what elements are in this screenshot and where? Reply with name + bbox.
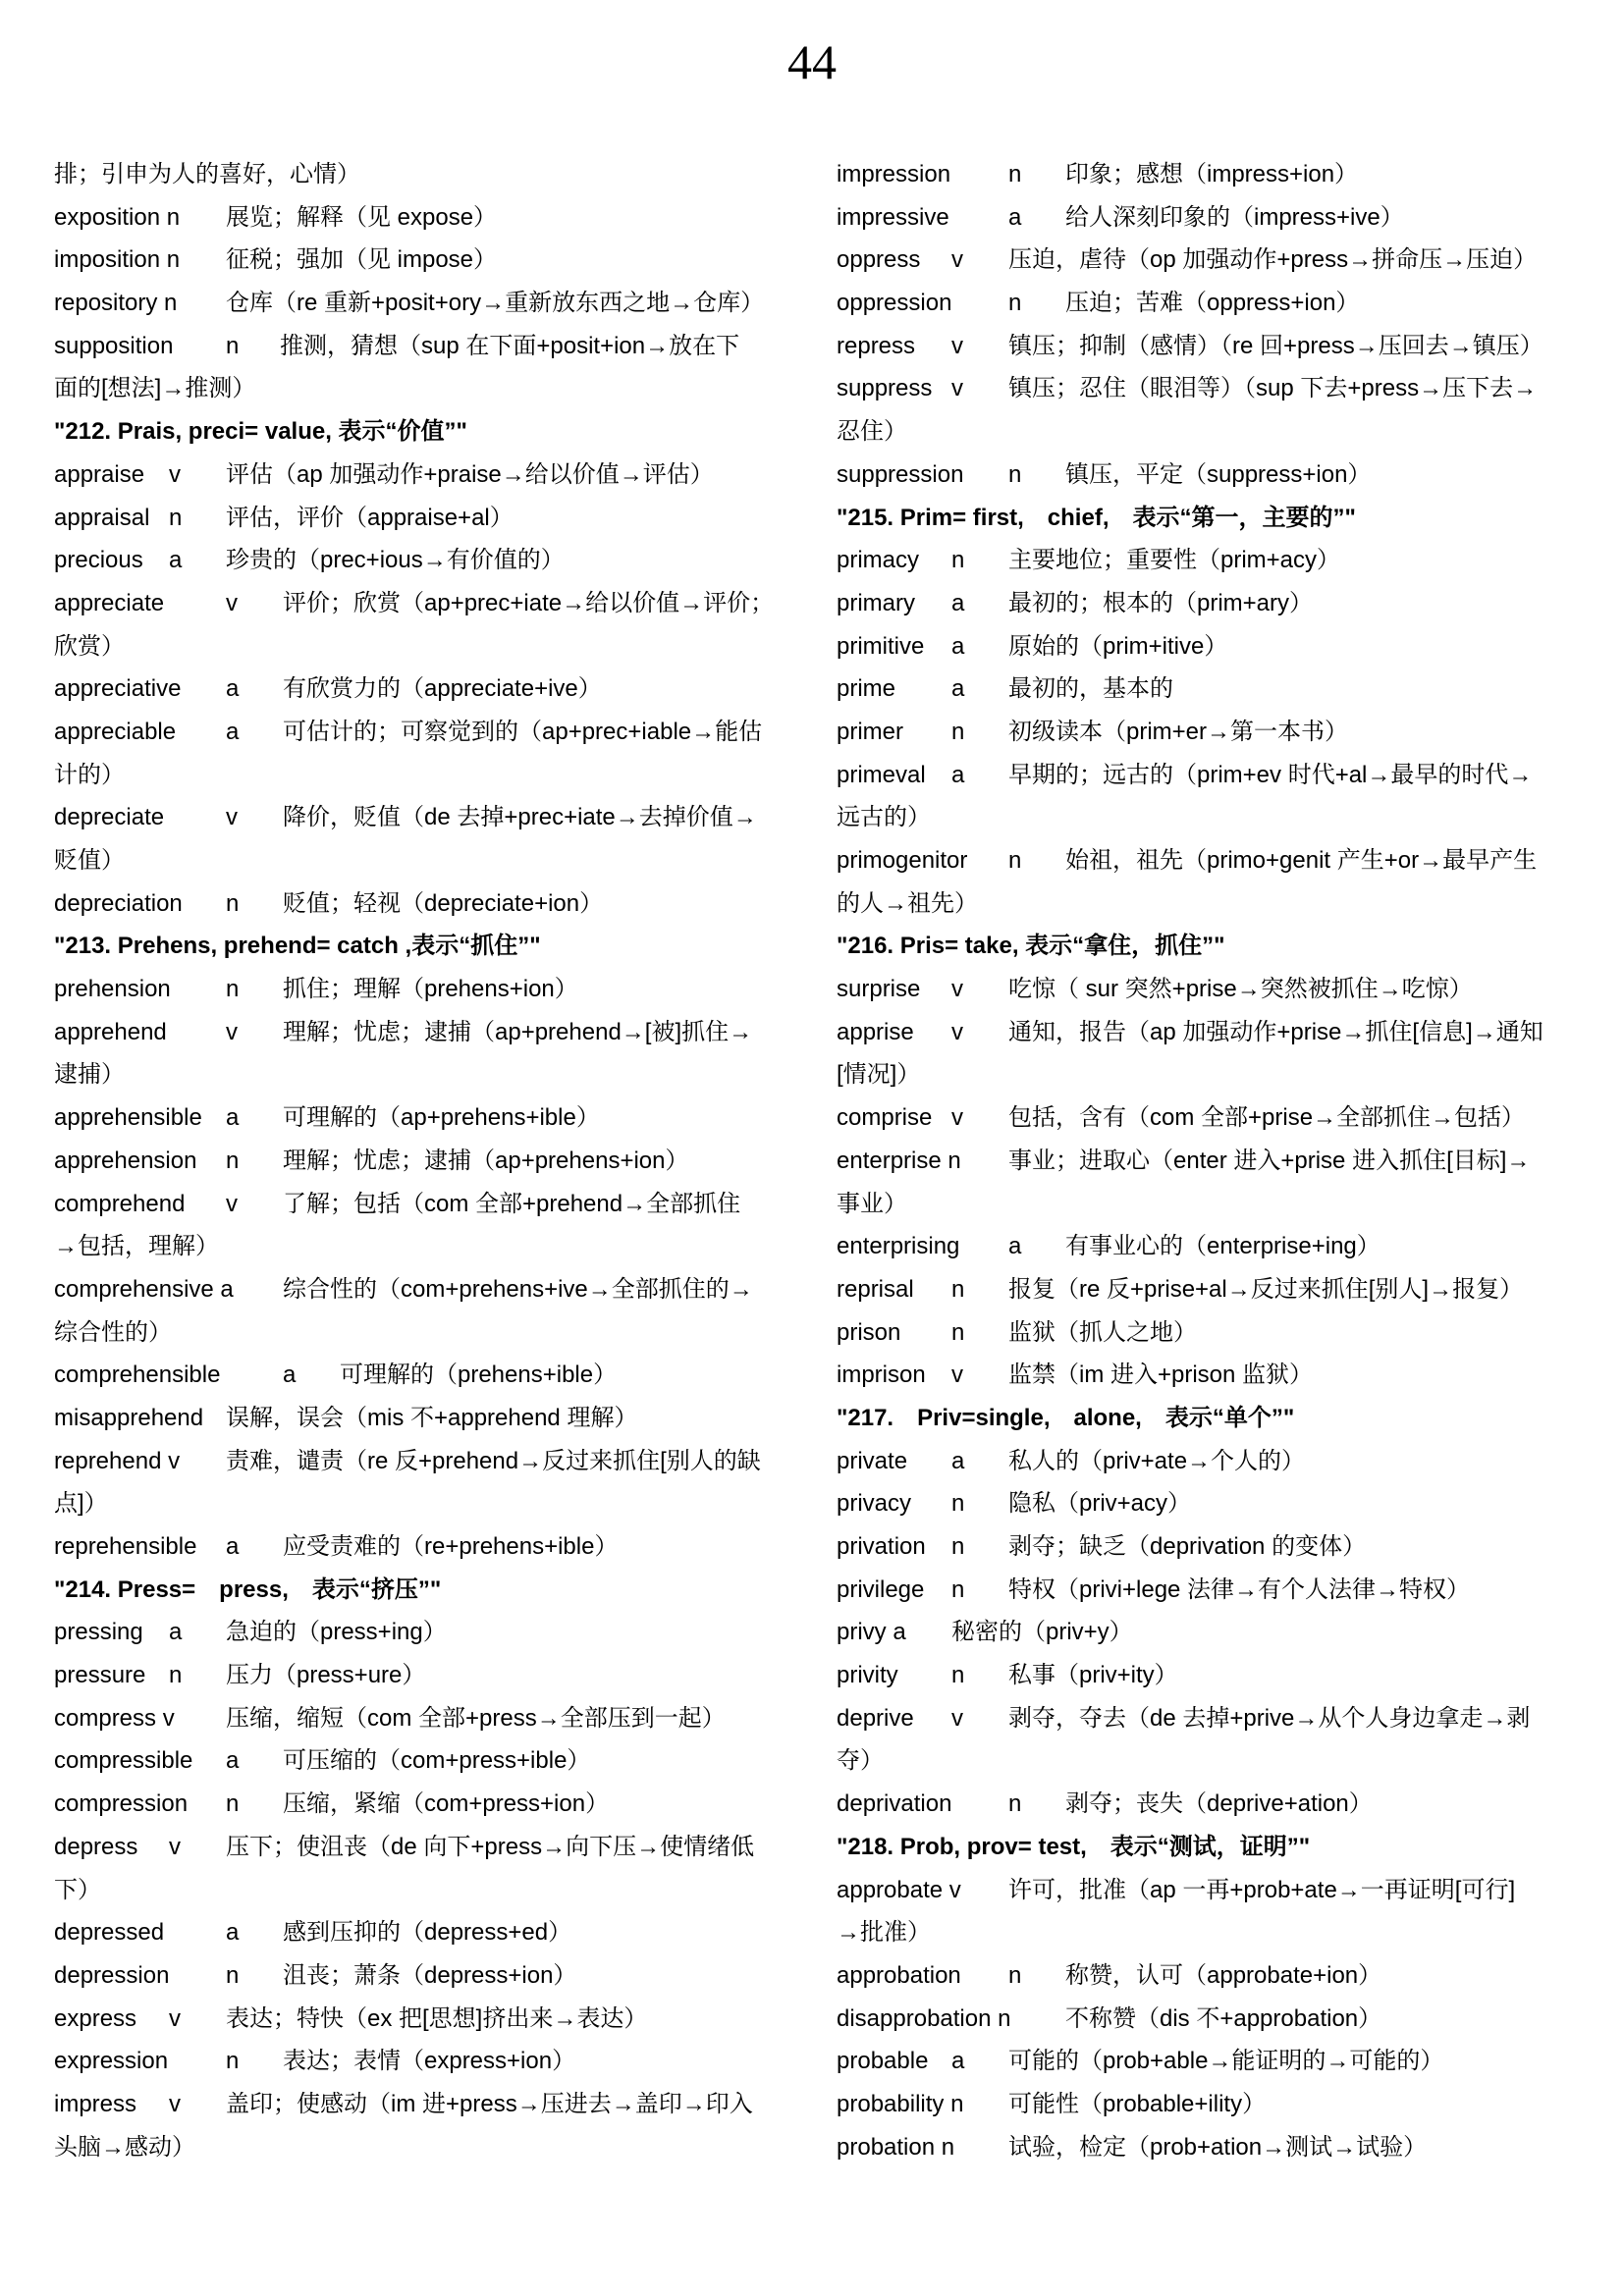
dictionary-entry [54, 1998, 781, 2041]
entry-part-of-speech: n [951, 1662, 965, 1689]
entry-part-of-speech: n [951, 718, 965, 745]
entry-continuation: 贬值） [54, 847, 125, 874]
entry-part-of-speech: a [951, 675, 965, 703]
dictionary-entry [837, 1311, 1563, 1355]
dictionary-entry [837, 1697, 1563, 1740]
dictionary-entry [54, 2083, 781, 2126]
entry-word: depression [54, 1961, 170, 1989]
entry-definition: 误解，误会（mis 不+apprehend 理解） [226, 1404, 638, 1431]
dictionary-entry [837, 711, 1563, 754]
entry-part-of-speech: v [951, 1018, 963, 1045]
entry-definition: 评估（ap 加强动作+praise→给以价值→评估） [226, 460, 714, 488]
entry-part-of-speech: a [226, 1747, 240, 1775]
entry-definition: 可能性（probable+ility） [1008, 2090, 1267, 2117]
entry-definition: 有事业心的（enterprise+ing） [1065, 1233, 1380, 1260]
entry-part-of-speech: n [951, 1490, 965, 1518]
entry-definition: 镇压；抑制（感情）（re 回+press→压回去→镇压） [1008, 332, 1543, 359]
section-heading: "212. Prais, preci= value, 表示“价值”" [54, 418, 467, 446]
entry-definition: 可能的（prob+able→能证明的→可能的） [1008, 2048, 1444, 2075]
dictionary-entry [837, 1268, 1563, 1311]
entry-part-of-speech: a [169, 1619, 183, 1646]
entry-continuation: 远古的） [837, 804, 931, 831]
entry-definition: 印象；感想（impress+ion） [1065, 161, 1359, 187]
entry-continuation: →批准） [837, 1919, 931, 1947]
entry-part-of-speech: n [951, 1275, 965, 1303]
entry-continuation: 的人→祖先） [837, 889, 978, 917]
entry-definition: 贬值；轻视（depreciate+ion） [283, 889, 604, 917]
entry-word: pressure [54, 1662, 146, 1689]
entry-part-of-speech: n [1008, 460, 1022, 488]
entry-word: enterprise n [837, 1147, 961, 1174]
dictionary-entry [837, 1225, 1563, 1268]
entry-definition: 主要地位；重要性（prim+acy） [1008, 547, 1341, 574]
entry-definition: 展览；解释（见 expose） [226, 203, 498, 231]
dictionary-entry [54, 1268, 781, 1311]
entry-definition: 降价，贬值（de 去掉+prec+iate→去掉价值→ [283, 804, 757, 831]
entry-word: probable [837, 2048, 929, 2075]
entry-definition: 报复（re 反+prise+al→反过来抓住[别人]→报复） [1008, 1275, 1524, 1303]
entry-definition: 评估，评价（appraise+al） [226, 504, 514, 531]
entry-definition: 了解；包括（com 全部+prehend→全部抓住 [283, 1190, 741, 1217]
right-column [837, 153, 1563, 2168]
entry-definition: 可压缩的（com+press+ible） [283, 1747, 591, 1775]
entry-word: primitive [837, 632, 925, 660]
dictionary-entry [837, 239, 1563, 282]
entry-word: appreciate [54, 589, 165, 616]
entry-word: prime [837, 675, 896, 703]
dictionary-entry [54, 1611, 781, 1654]
entry-word: imprison [837, 1362, 926, 1389]
dictionary-entry [54, 497, 781, 540]
entry-part-of-speech: v [226, 1190, 238, 1217]
entry-continuation: 下） [54, 1876, 101, 1903]
entry-definition: 初级读本（prim+er→第一本书） [1008, 718, 1349, 745]
entry-word: depressed [54, 1919, 165, 1947]
entry-continuation: 夺） [837, 1747, 884, 1775]
entry-continuation: 综合性的） [54, 1318, 172, 1346]
dictionary-entry [837, 1354, 1563, 1397]
entry-word: privity [837, 1662, 898, 1689]
entry-definition: 沮丧；萧条（depress+ion） [283, 1961, 577, 1989]
section-heading: "218. Prob, prov= test, 表示“测试，证明”" [837, 1833, 1311, 1860]
entry-definition: 秘密的（priv+y） [951, 1619, 1133, 1646]
entry-definition: 压迫；苦难（oppress+ion） [1065, 290, 1360, 317]
entry-definition: 压力（press+ure） [226, 1662, 426, 1689]
entry-definition: 征税；强加（见 impose） [226, 246, 498, 274]
entry-definition: 私事（priv+ity） [1008, 1662, 1178, 1689]
dictionary-entry [837, 1954, 1563, 1998]
entry-word: deprivation [837, 1790, 952, 1818]
entry-part-of-speech: a [226, 1533, 240, 1560]
dictionary-entry [837, 1869, 1563, 1912]
entry-part-of-speech: a [169, 547, 183, 574]
dictionary-entry [837, 325, 1563, 368]
dictionary-entry [54, 882, 781, 926]
entry-part-of-speech: a [951, 1447, 965, 1474]
entry-word: probability n [837, 2090, 964, 2117]
entry-definition: 最初的；根本的（prim+ary） [1008, 589, 1314, 616]
entry-definition: 盖印；使感动（im 进+press→压进去→盖印→印入 [226, 2090, 753, 2117]
dictionary-entry [54, 1654, 781, 1697]
dictionary-entry [837, 839, 1563, 882]
entry-word: approbate v [837, 1876, 961, 1903]
dictionary-entry [837, 968, 1563, 1011]
entry-word: apprehension [54, 1147, 197, 1174]
entry-part-of-speech: n [1008, 1790, 1022, 1818]
entry-part-of-speech: n [226, 1961, 240, 1989]
entry-definition: 特权（privi+lege 法律→有个人法律→特权） [1008, 1575, 1471, 1603]
entry-word: privilege [837, 1575, 925, 1603]
entry-definition: 吃惊（ sur 突然+prise→突然被抓住→吃惊） [1008, 976, 1473, 1003]
entry-continuation: 头脑→感动） [54, 2133, 195, 2161]
dictionary-entry [54, 1354, 781, 1397]
entry-part-of-speech: a [226, 1104, 240, 1132]
entry-word: suppression [837, 460, 964, 488]
dictionary-entry [837, 754, 1563, 797]
entry-definition: 表达；特快（ex 把[思想]挤出来→表达） [226, 2004, 648, 2032]
entry-word: oppress [837, 246, 921, 274]
entry-word: primary [837, 589, 916, 616]
entry-part-of-speech: v [169, 2090, 181, 2117]
dictionary-entry [54, 2040, 781, 2083]
dictionary-entry [837, 153, 1563, 196]
entry-part-of-speech: n [951, 1318, 965, 1346]
entry-word: compress v [54, 1704, 175, 1732]
entry-part-of-speech: n [1008, 290, 1022, 317]
entry-definition: 仓库（re 重新+posit+ory→重新放东西之地→仓库） [226, 290, 765, 317]
entry-word: primer [837, 718, 904, 745]
entry-definition: 压下；使沮丧（de 向下+press→向下压→使情绪低 [226, 1833, 755, 1860]
entry-word: repository n [54, 290, 178, 317]
entry-part-of-speech: n [1008, 1961, 1022, 1989]
entry-part-of-speech: n [226, 889, 240, 917]
entry-continuation: →包括，理解） [54, 1233, 219, 1260]
dictionary-entry [54, 1911, 781, 1954]
entry-word: depreciate [54, 804, 165, 831]
entry-word: primeval [837, 761, 926, 788]
entry-word: impressive [837, 203, 949, 231]
dictionary-entry [837, 2083, 1563, 2126]
dictionary-entry [54, 282, 781, 325]
dictionary-entry [837, 582, 1563, 625]
entry-word: primogenitor [837, 847, 968, 874]
dictionary-entry [837, 282, 1563, 325]
entry-part-of-speech: v [951, 976, 963, 1003]
entry-word: reprisal [837, 1275, 914, 1303]
section-heading: "213. Prehens, prehend= catch ,表示“抓住”" [54, 933, 541, 960]
dictionary-entry [54, 582, 781, 625]
entry-definition: 压缩，紧缩（com+press+ion） [283, 1790, 610, 1818]
entry-word: pressing [54, 1619, 143, 1646]
entry-definition: 原始的（prim+itive） [1008, 632, 1228, 660]
entry-definition: 隐私（priv+acy） [1008, 1490, 1192, 1518]
dictionary-entry [837, 2126, 1563, 2169]
page-number: 44 [787, 34, 837, 89]
entry-part-of-speech: a [226, 1919, 240, 1947]
entry-definition: 评价；欣赏（ap+prec+iate→给以价值→评价； [283, 589, 775, 616]
entry-definition: 剥夺；丧失（deprive+ation） [1065, 1790, 1373, 1818]
dictionary-entry [54, 1397, 781, 1440]
entry-word: compression [54, 1790, 189, 1818]
entry-definition: 可理解的（prehens+ible） [340, 1362, 618, 1389]
dictionary-entry [54, 325, 781, 368]
section-heading: "217. Priv=single, alone, 表示“单个”" [837, 1404, 1295, 1431]
entry-continuation: 面的[想法]→推测） [54, 375, 256, 402]
entry-part-of-speech: n [951, 547, 965, 574]
entry-word: probation n [837, 2133, 955, 2161]
entry-part-of-speech: n [226, 332, 240, 359]
entry-part-of-speech: n [169, 1662, 183, 1689]
entry-word: privation [837, 1533, 926, 1560]
entry-part-of-speech: v [951, 1104, 963, 1132]
entry-part-of-speech: v [169, 2004, 181, 2032]
dictionary-entry [837, 1440, 1563, 1483]
entry-part-of-speech: a [226, 718, 240, 745]
dictionary-entry [837, 367, 1563, 410]
entry-part-of-speech: a [1008, 203, 1022, 231]
entry-part-of-speech: a [951, 761, 965, 788]
section-heading: "216. Pris= take, 表示“拿住，抓住”" [837, 933, 1225, 960]
entry-definition: 监狱（抓人之地） [1008, 1318, 1197, 1346]
entry-definition: 压缩，缩短（com 全部+press→全部压到一起） [226, 1704, 726, 1732]
entry-word: privy a [837, 1619, 906, 1646]
entry-part-of-speech: n [1008, 847, 1022, 874]
entry-continuation: 计的） [54, 761, 125, 788]
entry-continuation: 排；引申为人的喜好，心情） [54, 161, 360, 187]
entry-word: appreciable [54, 718, 177, 745]
dictionary-entry [837, 1783, 1563, 1826]
entry-part-of-speech: n [226, 1147, 240, 1174]
entry-definition: 珍贵的（prec+ious→有价值的） [226, 547, 565, 574]
entry-continuation: 事业） [837, 1190, 907, 1217]
entry-definition: 始祖，祖先（primo+genit 产生+or→最早产生 [1065, 847, 1538, 874]
entry-definition: 推测，猜想（sup 在下面+posit+ion→放在下 [280, 332, 740, 359]
entry-definition: 给人深刻印象的（impress+ive） [1065, 203, 1404, 231]
dictionary-entry [54, 239, 781, 282]
entry-word: impression [837, 161, 951, 187]
dictionary-entry [837, 1011, 1563, 1054]
entry-word: disapprobation n [837, 2004, 1011, 2032]
entry-word: primacy [837, 547, 920, 574]
dictionary-entry [837, 196, 1563, 240]
entry-definition: 剥夺，夺去（de 去掉+prive→从个人身边拿走→剥 [1008, 1704, 1531, 1732]
entry-definition: 应受责难的（re+prehens+ible） [283, 1533, 619, 1560]
dictionary-entry [837, 539, 1563, 582]
entry-part-of-speech: v [169, 1833, 181, 1860]
entry-word: misapprehend [54, 1404, 204, 1431]
entry-word: depreciation [54, 889, 183, 917]
entry-word: exposition n [54, 203, 181, 231]
dictionary-entry [837, 1654, 1563, 1697]
entry-definition: 试验，检定（prob+ation→测试→试验） [1008, 2133, 1428, 2161]
entry-part-of-speech: v [169, 460, 181, 488]
entry-part-of-speech: n [226, 2048, 240, 2075]
entry-definition: 急迫的（press+ing） [226, 1619, 447, 1646]
entry-part-of-speech: v [951, 375, 963, 402]
entry-part-of-speech: n [169, 504, 183, 531]
entry-definition: 包括，含有（com 全部+prise→全部抓住→包括） [1008, 1104, 1526, 1132]
entry-word: oppression [837, 290, 952, 317]
dictionary-entry [837, 1998, 1563, 2041]
entry-definition: 抓住；理解（prehens+ion） [283, 976, 578, 1003]
dictionary-entry [837, 2040, 1563, 2083]
entry-part-of-speech: n [226, 976, 240, 1003]
entry-definition: 镇压，平定（suppress+ion） [1065, 460, 1372, 488]
entry-word: enterprising [837, 1233, 960, 1260]
dictionary-entry [837, 1525, 1563, 1569]
dictionary-entry [837, 454, 1563, 497]
entry-word: approbation [837, 1961, 961, 1989]
entry-part-of-speech: n [951, 1533, 965, 1560]
entry-part-of-speech: v [951, 332, 963, 359]
entry-word: precious [54, 547, 143, 574]
entry-part-of-speech: a [1008, 1233, 1022, 1260]
dictionary-entry [837, 1140, 1563, 1183]
entry-word: comprehend [54, 1190, 186, 1217]
entry-definition: 有欣赏力的（appreciate+ive） [283, 675, 602, 703]
entry-definition: 通知，报告（ap 加强动作+prise→抓住[信息]→通知 [1008, 1018, 1543, 1045]
entry-definition: 表达；表情（express+ion） [283, 2048, 576, 2075]
entry-definition: 事业；进取心（enter 进入+prise 进入抓住[目标]→ [1008, 1147, 1531, 1174]
entry-word: reprehend v [54, 1447, 181, 1474]
entry-definition: 理解；忧虑；逮捕（ap+prehend→[被]抓住→ [283, 1018, 753, 1045]
dictionary-entry [54, 1440, 781, 1483]
entry-part-of-speech: a [283, 1362, 297, 1389]
entry-word: appreciative [54, 675, 182, 703]
entry-definition: 剥夺；缺乏（deprivation 的变体） [1008, 1533, 1367, 1560]
entry-word: apprise [837, 1018, 914, 1045]
entry-word: apprehend [54, 1018, 167, 1045]
entry-definition: 可理解的（ap+prehens+ible） [283, 1104, 600, 1132]
dictionary-entry [54, 1096, 781, 1140]
entry-word: reprehensible [54, 1533, 197, 1560]
dictionary-entry [54, 1697, 781, 1740]
entry-definition: 私人的（priv+ate→个人的） [1008, 1447, 1306, 1474]
entry-word: privacy [837, 1490, 912, 1518]
dictionary-entry [54, 539, 781, 582]
entry-continuation: [情况]） [837, 1061, 921, 1089]
entry-definition: 感到压抑的（depress+ed） [283, 1919, 572, 1947]
entry-word: imposition n [54, 246, 181, 274]
entry-word: prehension [54, 976, 171, 1003]
dictionary-entry [837, 1096, 1563, 1140]
dictionary-entry [54, 667, 781, 711]
entry-continuation: 欣赏） [54, 632, 125, 660]
dictionary-entry [54, 711, 781, 754]
dictionary-entry [54, 968, 781, 1011]
dictionary-entry [54, 1826, 781, 1869]
entry-part-of-speech: n [951, 1575, 965, 1603]
entry-part-of-speech: v [226, 1018, 238, 1045]
dictionary-entry [837, 1569, 1563, 1612]
entry-part-of-speech: v [226, 589, 238, 616]
entry-definition: 许可，批准（ap 一再+prob+ate→一再证明[可行] [1008, 1876, 1516, 1903]
entry-word: depress [54, 1833, 138, 1860]
entry-part-of-speech: n [1008, 161, 1022, 187]
section-heading: "214. Press= press, 表示“挤压”" [54, 1575, 442, 1603]
entry-word: apprehensible [54, 1104, 202, 1132]
entry-word: comprehensible [54, 1362, 221, 1389]
entry-definition: 不称赞（dis 不+approbation） [1065, 2004, 1382, 2032]
dictionary-entry [54, 1525, 781, 1569]
left-column [54, 153, 781, 2168]
entry-definition: 称赞，认可（approbate+ion） [1065, 1961, 1382, 1989]
entry-continuation: 点]） [54, 1490, 108, 1518]
dictionary-entry [837, 1611, 1563, 1654]
entry-word: appraisal [54, 504, 150, 531]
entry-word: deprive [837, 1704, 914, 1732]
entry-word: expression [54, 2048, 169, 2075]
dictionary-entry [54, 1739, 781, 1783]
entry-word: comprehensive a [54, 1275, 234, 1303]
entry-definition: 责难，谴责（re 反+prehend→反过来抓住[别人的缺 [226, 1447, 761, 1474]
dictionary-entry [54, 1011, 781, 1054]
entry-part-of-speech: v [951, 1704, 963, 1732]
entry-word: surprise [837, 976, 921, 1003]
dictionary-entry [54, 1183, 781, 1226]
dictionary-entry [837, 667, 1563, 711]
entry-word: compressible [54, 1747, 193, 1775]
entry-part-of-speech: a [226, 675, 240, 703]
entry-definition: 镇压；忍住（眼泪等）（sup 下去+press→压下去→ [1008, 375, 1538, 402]
entry-word: comprise [837, 1104, 933, 1132]
entry-word: private [837, 1447, 908, 1474]
entry-word: impress [54, 2090, 137, 2117]
dictionary-entry [54, 454, 781, 497]
dictionary-entry [54, 1140, 781, 1183]
entry-part-of-speech: v [951, 1362, 963, 1389]
entry-part-of-speech: n [226, 1790, 240, 1818]
dictionary-entry [54, 1783, 781, 1826]
dictionary-entry [837, 1482, 1563, 1525]
dictionary-entry [54, 196, 781, 240]
entry-part-of-speech: a [951, 589, 965, 616]
entry-continuation: 忍住） [837, 418, 907, 446]
entry-definition: 监禁（im 进入+prison 监狱） [1008, 1362, 1314, 1389]
entry-word: suppress [837, 375, 933, 402]
entry-word: supposition [54, 332, 174, 359]
entry-part-of-speech: a [951, 2048, 965, 2075]
entry-word: express [54, 2004, 137, 2032]
entry-part-of-speech: v [951, 246, 963, 274]
dictionary-entry [837, 625, 1563, 668]
entry-definition: 最初的，基本的 [1008, 675, 1173, 703]
entry-definition: 早期的；远古的（prim+ev 时代+al→最早的时代→ [1008, 761, 1533, 788]
entry-word: repress [837, 332, 916, 359]
dictionary-entry [54, 1954, 781, 1998]
entry-definition: 压迫，虐待（op 加强动作+press→拼命压→压迫） [1008, 246, 1538, 274]
section-heading: "215. Prim= first, chief, 表示“第一，主要的”" [837, 504, 1356, 531]
entry-word: appraise [54, 460, 145, 488]
entry-definition: 可估计的；可察觉到的（ap+prec+iable→能估 [283, 718, 763, 745]
dictionary-entry [54, 796, 781, 839]
entry-part-of-speech: a [951, 632, 965, 660]
entry-part-of-speech: v [226, 804, 238, 831]
entry-definition: 理解；忧虑；逮捕（ap+prehens+ion） [283, 1147, 689, 1174]
entry-word: prison [837, 1318, 901, 1346]
entry-definition: 综合性的（com+prehens+ive→全部抓住的→ [283, 1275, 753, 1303]
entry-continuation: 逮捕） [54, 1061, 125, 1089]
